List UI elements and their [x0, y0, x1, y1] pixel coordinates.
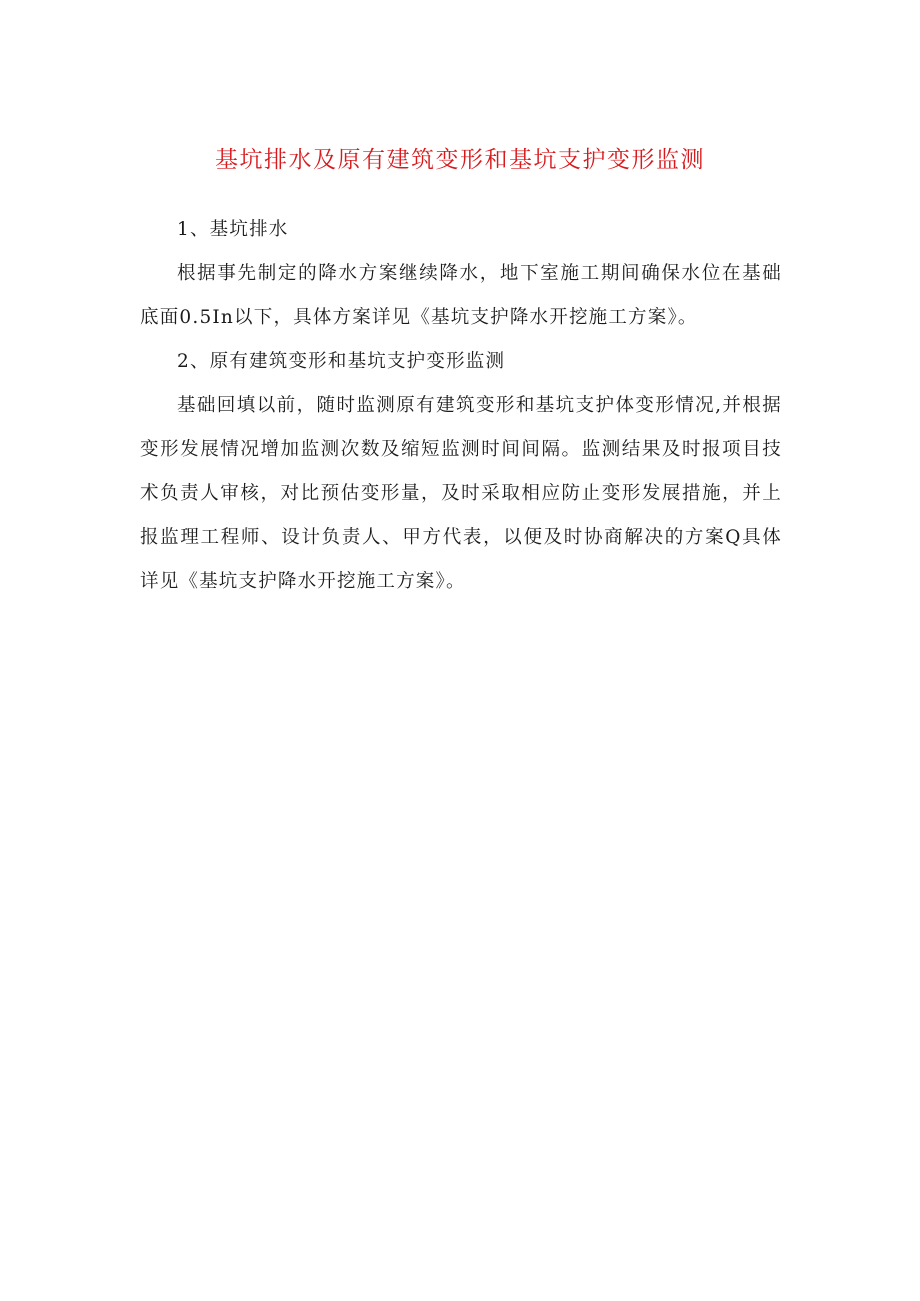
section-2-heading: 2、原有建筑变形和基坑支护变形监测 [177, 351, 506, 372]
section-1-paragraph: 根据事先制定的降水方案继续降水，地下室施工期间确保水位在基础底面0.5In以下，具体方案详见《基坑支护降水开挖施工方案》。 [140, 263, 782, 328]
section-1-heading: 1、基坑排水 [177, 219, 289, 240]
document-body [140, 208, 782, 604]
document-title: 基坑排水及原有建筑变形和基坑支护变形监测 [215, 147, 705, 173]
section-2-paragraph: 基础回填以前，随时监测原有建筑变形和基坑支护体变形情况,并根据变形发展情况增加监测次数及缩短监测时间间隔。监测结果及时报项目技术负责人审核，对比预估变形量，及时采取相应防止变形发展措施，并上报监理工程师、设计负责人、甲方代表，以便及时协商解决的方案Q具体详见《基坑支护降水开挖施工方案》。 [140, 395, 782, 592]
